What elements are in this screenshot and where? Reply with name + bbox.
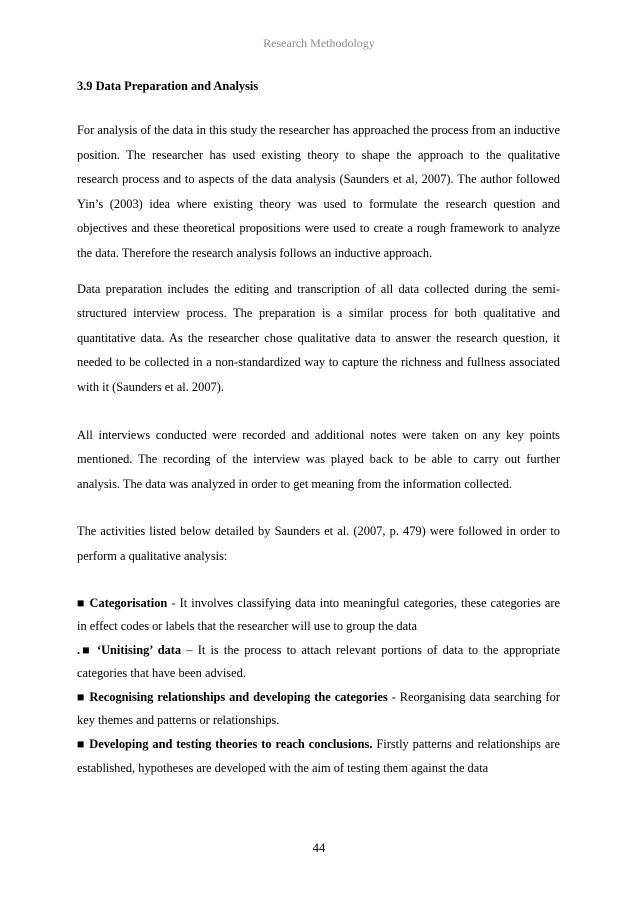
bullet-marker: ■ bbox=[77, 737, 90, 752]
paragraph-interviews: All interviews conducted were recorded and additional notes were taken on any key points mentioned. The recording of the interview was played back to be able to carry out further analysis. The data was analyzed in order to get meaning from the information collected. bbox=[77, 427, 560, 491]
bullet-text: Firstly patterns and relationships are established, hypotheses are developed with the aim of testing them against the data bbox=[77, 737, 560, 775]
page-content bbox=[77, 77, 560, 780]
list-item bbox=[77, 592, 560, 639]
bullet-marker: .■ bbox=[77, 642, 97, 657]
bullet-marker: ■ bbox=[77, 595, 90, 610]
activities-list bbox=[77, 592, 560, 781]
list-item bbox=[77, 639, 560, 686]
running-header: Research Methodology bbox=[263, 36, 375, 50]
bullet-term: Categorisation bbox=[89, 595, 168, 610]
paragraph-activities-intro: The activities listed below detailed by Saunders et al. (2007, p. 479) were followed in order to perform a qualitative analysis: bbox=[77, 524, 560, 563]
bullet-term: ‘Unitising’ data bbox=[96, 642, 182, 657]
list-item bbox=[77, 733, 560, 780]
paragraph-inductive-approach: For analysis of the data in this study the researcher has approached the process from an inductive position. The researcher has used existing theory to shape the approach to the qualitative research process and to aspects of the data analysis (Saunders et al, 2007). The author followed Yin’s (2003) idea where existing theory was used to formulate the research question and objectives and these theoretical propositions were used to create a rough framework to analyze the data. Therefore the research analysis follows an inductive approach. bbox=[77, 123, 560, 260]
list-item bbox=[77, 686, 560, 733]
bullet-text: – It is the process to attach relevant portions of data to the appropriate categories that have been advised. bbox=[77, 642, 560, 681]
bullet-marker: ■ bbox=[77, 689, 90, 704]
bullet-text: - Reorganising data searching for key themes and patterns or relationships. bbox=[77, 689, 560, 728]
bullet-term: Developing and testing theories to reach conclusions. bbox=[89, 737, 373, 752]
page-number: 44 bbox=[312, 841, 326, 855]
bullet-text: - It involves classifying data into meaningful categories, these categories are in effect codes or labels that the researcher will use to group the data bbox=[77, 595, 560, 634]
section-heading: 3.9 Data Preparation and Analysis bbox=[77, 79, 259, 93]
paragraph-data-preparation: Data preparation includes the editing and transcription of all data collected during the semi-structured interview process. The preparation is a similar process for both qualitative and quantitative data. As the researcher chose qualitative data to answer the research question, it needed to be collected in a non-standardized way to capture the richness and fullness associated with it (Saunders et al. 2007). bbox=[77, 281, 560, 394]
bullet-term: Recognising relationships and developing the categories bbox=[89, 689, 388, 704]
